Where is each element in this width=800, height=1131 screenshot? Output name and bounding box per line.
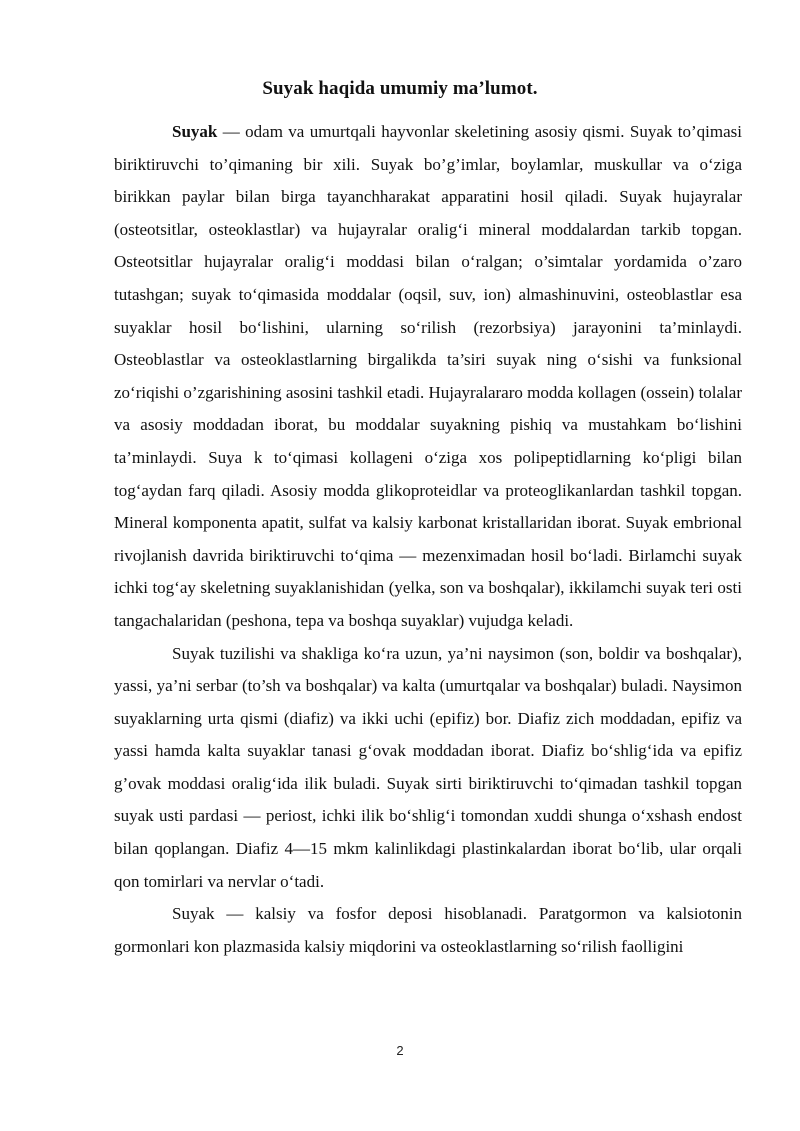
paragraph-text: — odam va umurtqali hayvonlar skeletining asosiy qismi. Suyak to’qimasi biriktiruvchi to’qimaning bir xili. Suyak bo’g’imlar, boylamlar, muskullar va o‘ziga birikkan paylar bilan birga tayanchharakat apparatini hosil qiladi. Suyak hujayralar (osteotsitlar, osteoklastlar) va hujayralar oralig‘i mineral moddalardan tarkib topgan. Osteotsitlar hujayralar oralig‘i moddasi bilan o‘ralgan; o’simtalar yordamida o’zaro tutashgan; suyak to‘qimasida moddalar (oqsil, suv, ion) almashinuvini, osteoblastlar esa suyaklar hosil bo‘lishini, ularning so‘rilish (rezorbsiya) jarayonini ta’minlaydi. Osteoblastlar va osteoklastlarning birgalikda ta’siri suyak ning o‘sishi va funksional zo‘riqishi o’zgarishining asosini tashkil etadi. Hujayralararo modda kollagen (ossein) tolalar va asosiy moddadan iborat, bu moddalar suyakning pishiq va mustahkam bo‘lishini ta’minlaydi. Suya k to‘qimasi kollageni o‘ziga xos polipeptidlarning ko‘pligi bilan tog‘aydan farq qiladi. Asosiy modda glikoproteidlar va proteoglikanlardan tashkil topgan. Mineral komponenta apatit, sulfat va kalsiy karbonat kristallaridan iborat. Suyak embrional rivojlanish davrida biriktiruvchi to‘qima — mezenximadan hosil bo‘ladi. Birlamchi suyak ichki tog‘ay skeletning suyaklanishidan (yelka, son va boshqalar), ikkilamchi suyak teri osti tangachalaridan (peshona, tepa va boshqa suyaklar) vujudga keladi. <box>114 122 742 630</box>
body-text <box>114 116 742 963</box>
paragraph-text: Suyak tuzilishi va shakliga ko‘ra uzun, ya’ni naysimon (son, boldir va boshqalar), yassi, ya’ni serbar (to’sh va boshqalar) va kalta (umurtqalar va boshqalar) buladi. Naysimon suyaklarning urta qismi (diafiz) va ikki uchi (epifiz) bor. Diafiz zich moddadan, epifiz va yassi hamda kalta suyaklar tanasi g‘ovak moddadan iborat. Diafiz bo‘shlig‘ida va epifiz g’ovak moddasi oralig‘ida ilik buladi. Suyak sirti biriktiruvchi to‘qimadan tashkil topgan suyak usti pardasi — periost, ichki ilik bo‘shlig‘i tomondan xuddi shunga o‘xshash endost bilan qoplangan. Diafiz 4—15 mkm kalinlikdagi plastinkalardan iborat bo‘lib, ular orqali qon tomirlari va nervlar o‘tadi. <box>114 643 742 891</box>
paragraph-intro <box>114 116 742 638</box>
lead-term: Suyak <box>172 122 218 141</box>
paragraph-text: Suyak — kalsiy va fosfor deposi hisoblanadi. Paratgormon va kalsiotonin gormonlari kon plazmasida kalsiy miqdorini va osteoklastlarning so‘rilish faolligini <box>114 904 742 956</box>
paragraph-minerals <box>114 898 742 963</box>
page-number: 2 <box>396 1043 404 1058</box>
page-title: Suyak haqida umumiy ma’lumot. <box>262 78 538 99</box>
paragraph-structure <box>114 638 742 899</box>
